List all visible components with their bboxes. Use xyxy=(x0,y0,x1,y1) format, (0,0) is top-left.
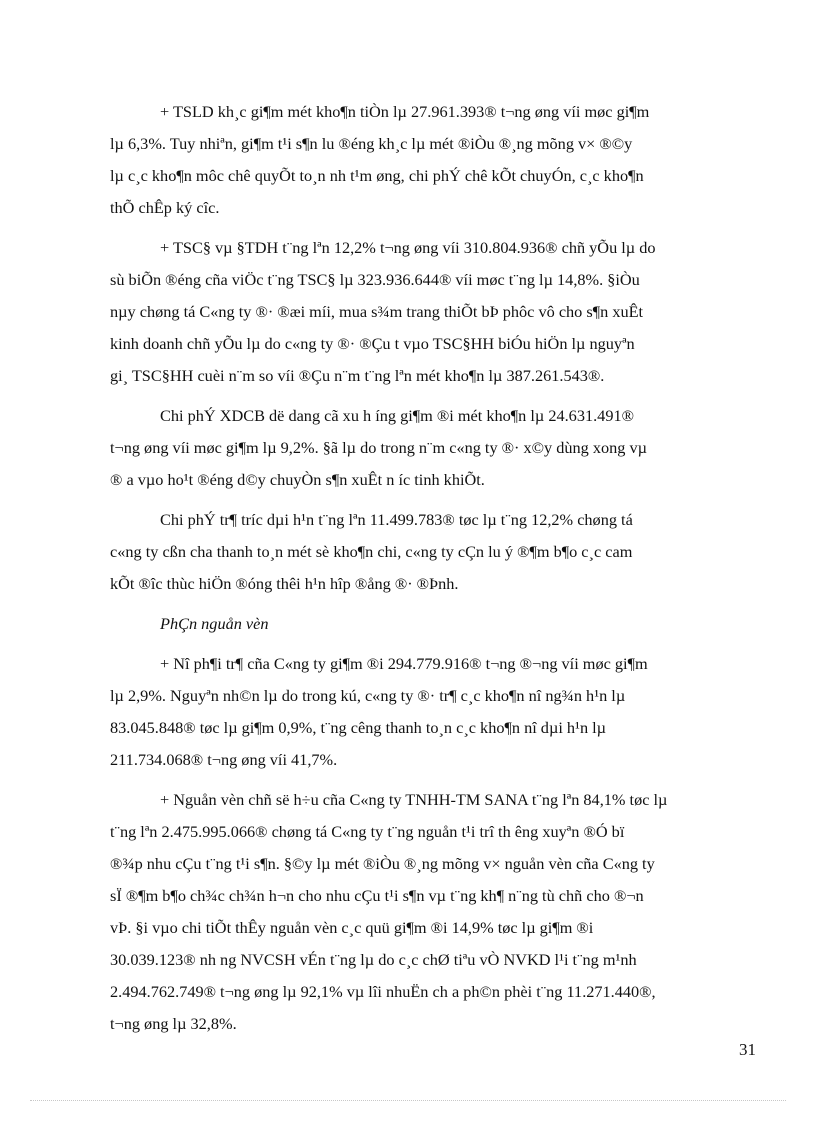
text-line: ® a vµo ho¹t ®éng d©y chuyÒn s¶n xuÊt n íc tinh khiÕt. xyxy=(110,470,485,489)
footer-divider xyxy=(30,1100,786,1101)
text-line: + Nguån vèn chñ së h÷u cña C«ng ty TNHH-TM SANA t¨ng lªn 84,1% tøc lµ xyxy=(160,790,668,809)
text-line: gi¸ TSC§HH cuèi n¨m so víi ®Çu n¨m t¨ng lªn mét kho¶n lµ 387.261.543®. xyxy=(110,366,605,385)
text-line: t¬ng øng lµ 32,8%. xyxy=(110,1014,237,1033)
text-line: c«ng ty cßn cha thanh to¸n mét sè kho¶n chi, c«ng ty cÇn lu ý ®¶m b¶o c¸c cam xyxy=(110,542,633,561)
text-line: lµ 2,9%. Nguyªn nh©n lµ do trong kú, c«ng ty ®· tr¶ c¸c kho¶n nî ng¾n h¹n lµ xyxy=(110,686,626,705)
paragraph xyxy=(110,648,744,776)
paragraph xyxy=(110,400,744,496)
text-line: Chi phÝ tr¶ tríc dµi h¹n t¨ng lªn 11.499.783® tøc lµ t¨ng 12,2% chøng tá xyxy=(160,510,633,529)
text-line: 211.734.068® t¬ng øng víi 41,7%. xyxy=(110,750,338,769)
text-line: vÞ. §i vµo chi tiÕt thÊy nguån vèn c¸c quü gi¶m ®i 14,9% tøc lµ gi¶m ®i xyxy=(110,918,594,937)
text-line: PhÇn nguån vèn xyxy=(160,614,269,633)
paragraph xyxy=(110,504,744,600)
text-line: lµ c¸c kho¶n môc chê quyÕt to¸n nh t¹m øng, chi phÝ chê kÕt chuyÓn, c¸c kho¶n xyxy=(110,166,644,185)
page-number: 31 xyxy=(739,1040,756,1059)
text-line: thÕ chÊp ký cîc. xyxy=(110,198,220,217)
text-line: t¨ng lªn 2.475.995.066® chøng tá C«ng ty t¨ng nguån t¹i trî th êng xuyªn ®Ó bï xyxy=(110,822,625,841)
text-line: nµy chøng tá C«ng ty ®· ®æi míi, mua s¾m trang thiÕt bÞ phôc vô cho s¶n xuÊt xyxy=(110,302,644,321)
text-line: sù biÕn ®éng cña viÖc t¨ng TSC§ lµ 323.936.644® víi møc t¨ng lµ 14,8%. §iÒu xyxy=(110,270,640,289)
text-line: kinh doanh chñ yÕu lµ do c«ng ty ®· ®Çu t vµo TSC§HH biÓu hiÖn lµ nguyªn xyxy=(110,334,635,353)
text-line: 30.039.123® nh ng NVCSH vÉn t¨ng lµ do c¸c chØ tiªu vÒ NVKD l¹i t¨ng m¹nh xyxy=(110,950,637,969)
text-line: + Nî ph¶i tr¶ cña C«ng ty gi¶m ®i 294.779.916® t¬ng ®¬ng víi møc gi¶m xyxy=(160,654,648,673)
paragraph xyxy=(110,232,744,392)
section-heading xyxy=(110,608,744,640)
text-line: lµ 6,3%. Tuy nhiªn, gi¶m t¹i s¶n lu ®éng kh¸c lµ mét ®iÒu ®¸ng mõng v× ®©y xyxy=(110,134,633,153)
paragraph xyxy=(110,784,744,1040)
paragraph xyxy=(110,96,744,224)
text-line: t¬ng øng víi møc gi¶m lµ 9,2%. §ã lµ do trong n¨m c«ng ty ®· x©y dùng xong vµ xyxy=(110,438,648,457)
text-line: Chi phÝ XDCB dë dang cã xu h íng gi¶m ®i mét kho¶n lµ 24.631.491® xyxy=(160,406,634,425)
text-line: 2.494.762.749® t¬ng øng lµ 92,1% vµ lîi nhuËn ch a ph©n phèi t¨ng 11.271.440®, xyxy=(110,982,656,1001)
text-line: ®¾p nhu cÇu t¨ng t¹i s¶n. §©y lµ mét ®iÒu ®¸ng mõng v× nguån vèn cña C«ng ty xyxy=(110,854,655,873)
text-line: sÏ ®¶m b¶o ch¾c ch¾n h¬n cho nhu cÇu t¹i s¶n vµ t¨ng kh¶ n¨ng tù chñ cho ®¬n xyxy=(110,886,644,905)
text-line: kÕt ®îc thùc hiÖn ®óng thêi h¹n hîp ®ång ®· ®Þnh. xyxy=(110,574,459,593)
text-line: + TSC§ vµ §TDH t¨ng lªn 12,2% t¬ng øng víi 310.804.936® chñ yÕu lµ do xyxy=(160,238,656,257)
text-line: 83.045.848® tøc lµ gi¶m 0,9%, t¨ng cêng thanh to¸n c¸c kho¶n nî dµi h¹n lµ xyxy=(110,718,607,737)
body-text xyxy=(110,96,744,1048)
text-line: + TSLD kh¸c gi¶m mét kho¶n tiÒn lµ 27.961.393® t¬ng øng víi møc gi¶m xyxy=(160,102,650,121)
